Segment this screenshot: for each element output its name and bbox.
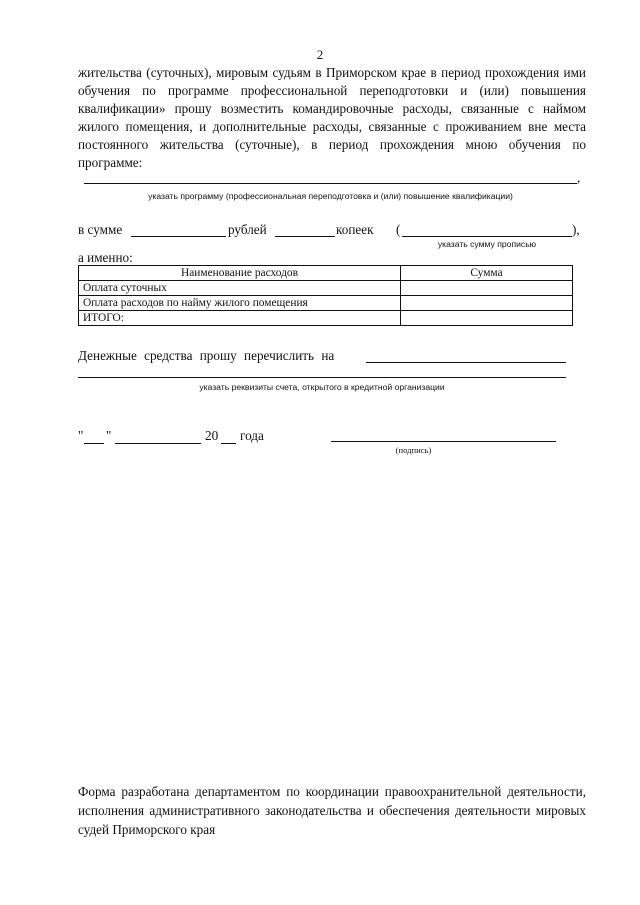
- program-caption: указать программу (профессиональная переподготовка и (или) повышение квалификации): [148, 191, 513, 201]
- kopecks-field-line[interactable]: [275, 236, 335, 237]
- amount-words-field-line[interactable]: [402, 236, 572, 237]
- date-year-suffix: года: [240, 428, 264, 443]
- row-name: ИТОГО:: [79, 311, 401, 326]
- transfer-account-field-line[interactable]: [366, 362, 566, 363]
- date-year-prefix: 20: [205, 428, 219, 443]
- amount-prefix: в сумме: [78, 222, 123, 237]
- row-sum-cell[interactable]: [401, 311, 573, 326]
- table-row: [79, 281, 573, 296]
- header-sum: Сумма: [401, 266, 573, 281]
- table-row: [79, 311, 573, 326]
- namely-label: а именно:: [78, 250, 133, 265]
- header-expense-name: Наименование расходов: [79, 266, 401, 281]
- date-day-field-line[interactable]: [84, 443, 104, 444]
- amount-caption: указать сумму прописью: [437, 239, 537, 249]
- row-sum-cell[interactable]: [401, 296, 573, 311]
- signature-field-line[interactable]: [331, 441, 556, 442]
- expense-table: [78, 265, 573, 326]
- account-details-field-line[interactable]: [78, 377, 566, 378]
- table-header-row: [79, 266, 573, 281]
- date-year-field-line[interactable]: [221, 443, 236, 444]
- intro-paragraph: жительства (суточных), мировым судьям в Приморском крае в период прохождения ими обучения по программе профессиональной переподготовки и (или) повышения квалификации» прошу возместить командировочные расходы, связанные с наймом жилого помещения, и дополнительные расходы, связанные с проживанием вне места постоянного жительства (суточные), в период прохождения мною обучения по программе:: [78, 65, 586, 170]
- table-row: [79, 296, 573, 311]
- row-name: Оплата суточных: [79, 281, 401, 296]
- amount-close-paren: ),: [572, 222, 580, 237]
- rubles-label: рублей: [228, 222, 267, 237]
- row-sum-cell[interactable]: [401, 281, 573, 296]
- program-field-line[interactable]: [84, 183, 577, 184]
- signature-caption: (подпись): [395, 445, 432, 455]
- page-number: 2: [316, 47, 324, 62]
- rubles-field-line[interactable]: [131, 236, 226, 237]
- date-month-field-line[interactable]: [115, 443, 201, 444]
- footer-text: Форма разработана департаментом по координации правоохранительной деятельности, исполнения административного законодательства и обеспечения деятельности мировых судей Приморского края: [78, 784, 586, 837]
- row-name: Оплата расходов по найму жилого помещения: [79, 296, 401, 311]
- program-line-comma: ,: [577, 170, 581, 185]
- transfer-text: Денежные средства прошу перечислить на: [78, 348, 335, 363]
- account-caption: указать реквизиты счета, открытого в кредитной организации: [199, 382, 445, 392]
- date-quote-open: ": [78, 428, 84, 443]
- kopecks-label: копеек: [336, 222, 374, 237]
- date-quote-close: ": [106, 428, 112, 443]
- amount-open-paren: (: [396, 222, 401, 237]
